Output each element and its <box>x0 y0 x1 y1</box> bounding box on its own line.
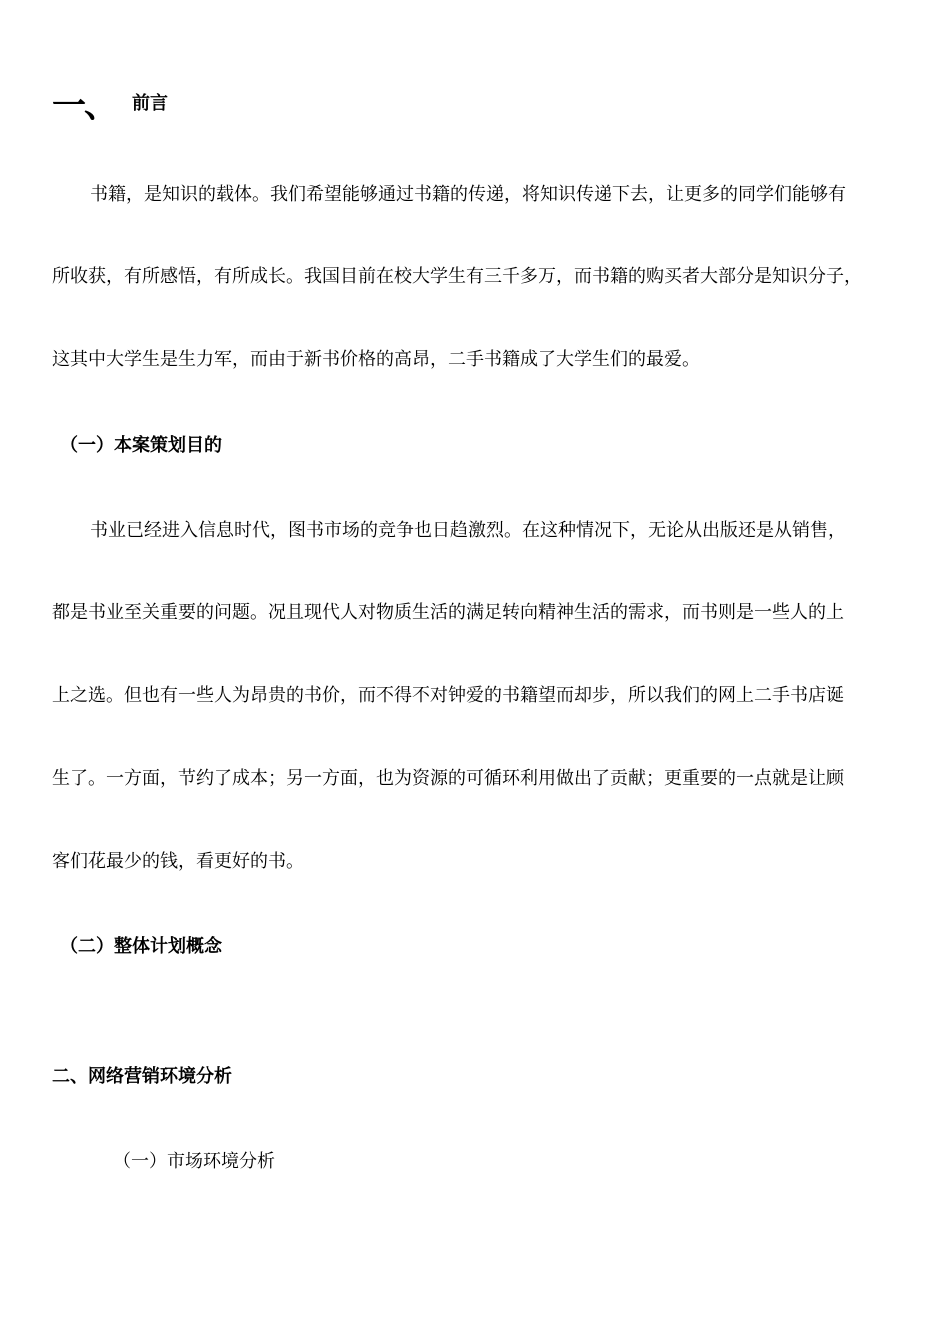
intro-line-3: 这其中大学生是生力军，而由于新书价格的高昂，二手书籍成了大学生们的最爱。 <box>52 349 700 370</box>
section-1-title: 前言 <box>132 93 168 114</box>
subsection-concept-title: （二）整体计划概念 <box>60 936 222 957</box>
section-1-heading <box>52 84 168 126</box>
subsection-market-title: （一）市场环境分析 <box>113 1151 275 1172</box>
purpose-line-4: 生了。一方面，节约了成本；另一方面，也为资源的可循环利用做出了贡献；更重要的一点就是让顾 <box>52 768 844 789</box>
purpose-line-2: 都是书业至关重要的问题。况且现代人对物质生活的满足转向精神生活的需求，而书则是一些人的上 <box>52 602 844 623</box>
subsection-purpose-title: （一）本案策划目的 <box>60 435 222 456</box>
intro-line-2: 所收获，有所感悟，有所成长。我国目前在校大学生有三千多万，而书籍的购买者大部分是知识分子， <box>52 266 862 287</box>
purpose-line-5: 客们花最少的钱，看更好的书。 <box>52 851 304 872</box>
purpose-line-3: 上之选。但也有一些人为昂贵的书价，而不得不对钟爱的书籍望而却步，所以我们的网上二手书店诞 <box>52 685 844 706</box>
purpose-line-1: 书业已经进入信息时代，图书市场的竞争也日趋激烈。在这种情况下，无论从出版还是从销售， <box>90 520 846 541</box>
section-2-title: 二、网络营销环境分析 <box>52 1066 232 1087</box>
intro-line-1: 书籍，是知识的载体。我们希望能够通过书籍的传递，将知识传递下去，让更多的同学们能够有 <box>90 184 846 205</box>
section-1-number: 一、 <box>52 85 116 126</box>
